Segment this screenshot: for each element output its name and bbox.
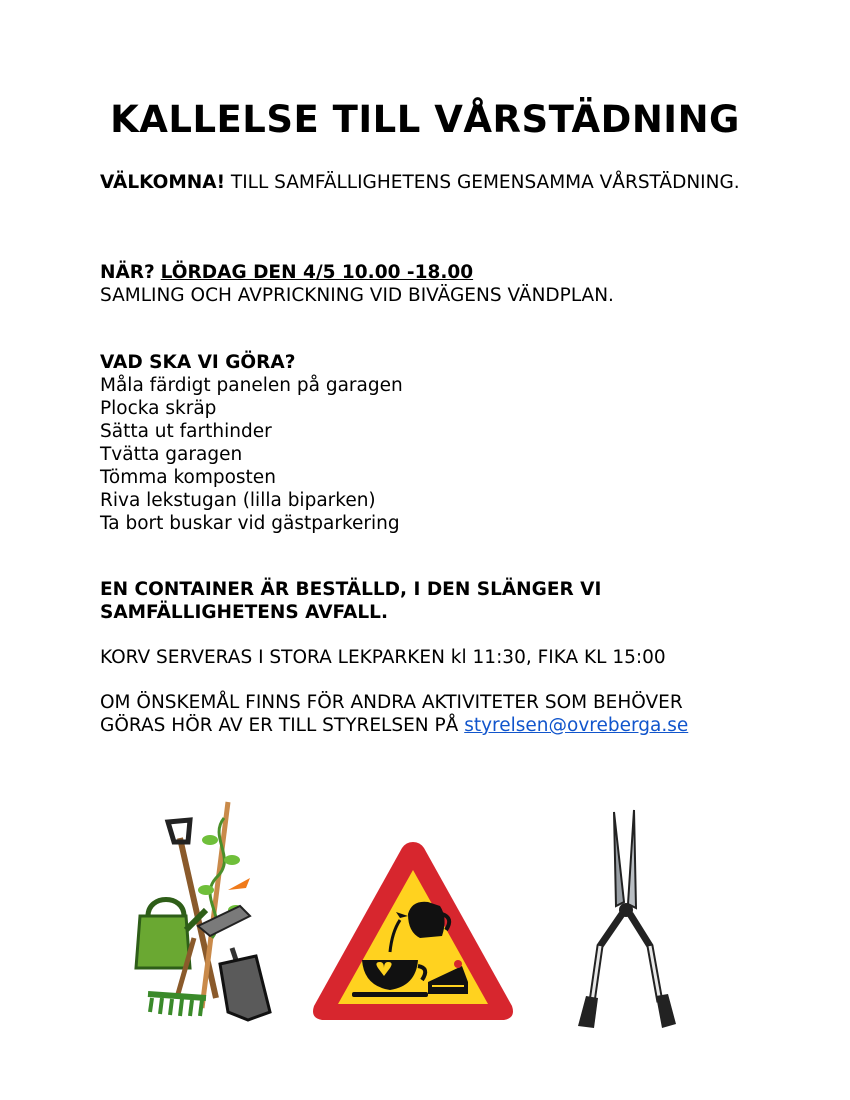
task-item: Måla färdigt panelen på garagen: [100, 375, 403, 396]
welcome-paragraph: [100, 171, 760, 194]
task-item: Tvätta garagen: [100, 444, 243, 465]
welcome-bold: VÄLKOMNA!: [100, 172, 226, 193]
garden-tools-icon: [128, 798, 278, 1028]
food-info: KORV SERVERAS I STORA LEKPARKEN kl 11:30, FIKA KL 15:00: [100, 647, 666, 668]
hedge-shears-icon: [570, 806, 682, 1032]
task-item: Sätta ut farthinder: [100, 421, 272, 442]
email-link[interactable]: styrelsen@ovreberga.se: [464, 715, 689, 736]
task-item: Ta bort buskar vid gästparkering: [100, 513, 400, 534]
wishes-paragraph: [100, 691, 760, 737]
container-line-2: SAMFÄLLIGHETENS AVFALL.: [100, 602, 388, 623]
wishes-line-1: OM ÖNSKEMÅL FINNS FÖR ANDRA AKTIVITETER SOM BEHÖVER: [100, 692, 683, 713]
welcome-text: TILL SAMFÄLLIGHETENS GEMENSAMMA VÅRSTÄDNING.: [225, 172, 740, 193]
when-label: NÄR?: [100, 262, 155, 283]
when-section: [100, 261, 760, 307]
task-item: Riva lekstugan (lilla biparken): [100, 490, 376, 511]
container-notice: [100, 578, 760, 624]
wishes-line-2: GÖRAS HÖR AV ER TILL STYRELSEN PÅ: [100, 715, 465, 736]
coffee-warning-sign-icon: [308, 836, 518, 1026]
page-title: KALLELSE TILL VÅRSTÄDNING: [110, 98, 740, 141]
tasks-heading: VAD SKA VI GÖRA?: [100, 352, 296, 373]
container-line-1: EN CONTAINER ÄR BESTÄLLD, I DEN SLÄNGER VI: [100, 579, 602, 600]
task-item: Tömma komposten: [100, 467, 276, 488]
when-date: LÖRDAG DEN 4/5 10.00 -18.00: [160, 262, 474, 283]
gathering-text: SAMLING OCH AVPRICKNING VID BIVÄGENS VÄNDPLAN.: [100, 285, 614, 306]
task-item: Plocka skräp: [100, 398, 217, 419]
tasks-section: [100, 351, 760, 535]
